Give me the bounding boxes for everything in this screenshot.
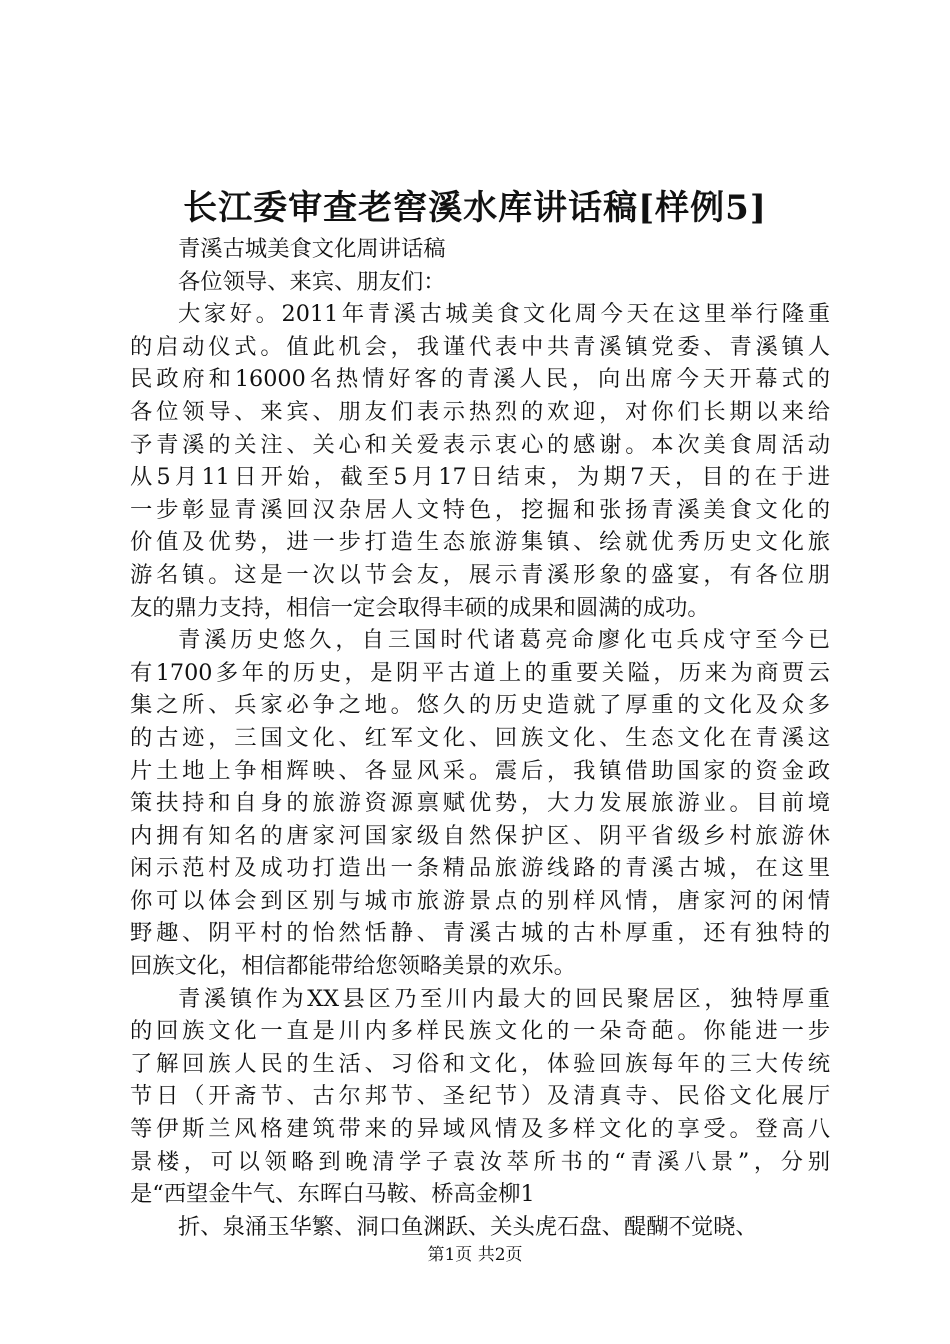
document-subtitle: 青溪古城美食文化周讲话稿: [178, 236, 446, 262]
salutation: 各位领导、来宾、朋友们：: [178, 268, 446, 295]
text-line: 有1700多年的历史，是阴平古道上的重要关隘，历来为商贾云: [130, 659, 830, 686]
text-line: 等伊斯兰风格建筑带来的异域风情及多样文化的享受。登高八: [130, 1116, 830, 1143]
text-line: 友的鼎力支持，相信一定会取得丰硕的成果和圆满的成功。: [130, 594, 710, 621]
text-line: 各位领导、来宾、朋友们表示热烈的欢迎，对你们长期以来给: [130, 398, 830, 425]
text-line: 一步彰显青溪回汉杂居人文特色，挖掘和张扬青溪美食文化的: [130, 496, 830, 523]
text-line: 青溪镇作为XX县区乃至川内最大的回民聚居区，独特厚重: [178, 985, 830, 1012]
text-line: 折、泉涌玉华繁、洞口鱼渊跃、关头虎石盘、醍醐不觉晓、: [178, 1213, 758, 1240]
text-line: 从5月11日开始，截至5月17日结束，为期7天，目的在于进: [130, 464, 830, 491]
text-line: 游名镇。这是一次以节会友，展示青溪形象的盛宴，有各位朋: [130, 561, 830, 588]
text-line: 是“西望金牛气、东晖白马鞍、桥高金柳1: [130, 1181, 535, 1208]
text-line: 的古迹，三国文化、红军文化、回族文化、生态文化在青溪这: [130, 724, 830, 751]
text-line: 你可以体会到区别与城市旅游景点的别样风情，唐家河的闲情: [130, 887, 830, 914]
text-line: 民政府和16000名热情好客的青溪人民，向出席今天开幕式的: [130, 366, 830, 393]
text-line: 大家好。2011年青溪古城美食文化周今天在这里举行隆重: [178, 301, 830, 328]
text-line: 予青溪的关注、关心和关爱表示衷心的感谢。本次美食周活动: [130, 431, 830, 458]
paragraph-1: [130, 298, 830, 624]
text-line: 价值及优势，进一步打造生态旅游集镇、绘就优秀历史文化旅: [130, 529, 830, 556]
text-line: 回族文化，相信都能带给您领略美景的欢乐。: [130, 953, 576, 980]
text-line: 闲示范村及成功打造出一条精品旅游线路的青溪古城，在这里: [130, 855, 830, 882]
text-line: 的启动仪式。值此机会，我谨代表中共青溪镇党委、青溪镇人: [130, 333, 830, 360]
text-line: 景楼，可以领略到晚清学子袁汝萃所书的“青溪八景”，分别: [130, 1148, 830, 1175]
text-line: 野趣、阴平村的怡然恬静、青溪古城的古朴厚重，还有独特的: [130, 920, 830, 947]
paragraph-3: [130, 983, 830, 1211]
text-line: 的回族文化一直是川内多样民族文化的一朵奇葩。你能进一步: [130, 1018, 830, 1045]
text-line: 片土地上争相辉映、各显风采。震后，我镇借助国家的资金政: [130, 757, 830, 784]
document-body: [130, 233, 830, 1243]
document-title: 长江委审查老窖溪水库讲话稿[样例5]: [183, 188, 767, 228]
paragraph-4: [130, 1211, 830, 1244]
text-line: 节日（开斋节、古尔邦节、圣纪节）及清真寺、民俗文化展厅: [130, 1083, 830, 1110]
text-line: 青溪历史悠久，自三国时代诸葛亮命廖化屯兵戍守至今已: [178, 627, 830, 654]
text-line: 了解回族人民的生活、习俗和文化，体验回族每年的三大传统: [130, 1050, 830, 1077]
text-line: 集之所、兵家必争之地。悠久的历史造就了厚重的文化及众多: [130, 692, 830, 719]
text-line: 内拥有知名的唐家河国家级自然保护区、阴平省级乡村旅游休: [130, 822, 830, 849]
paragraph-2: [130, 624, 830, 983]
page-indicator: 第1页 共2页: [427, 1245, 523, 1265]
text-line: 策扶持和自身的旅游资源禀赋优势，大力发展旅游业。目前境: [130, 790, 830, 817]
